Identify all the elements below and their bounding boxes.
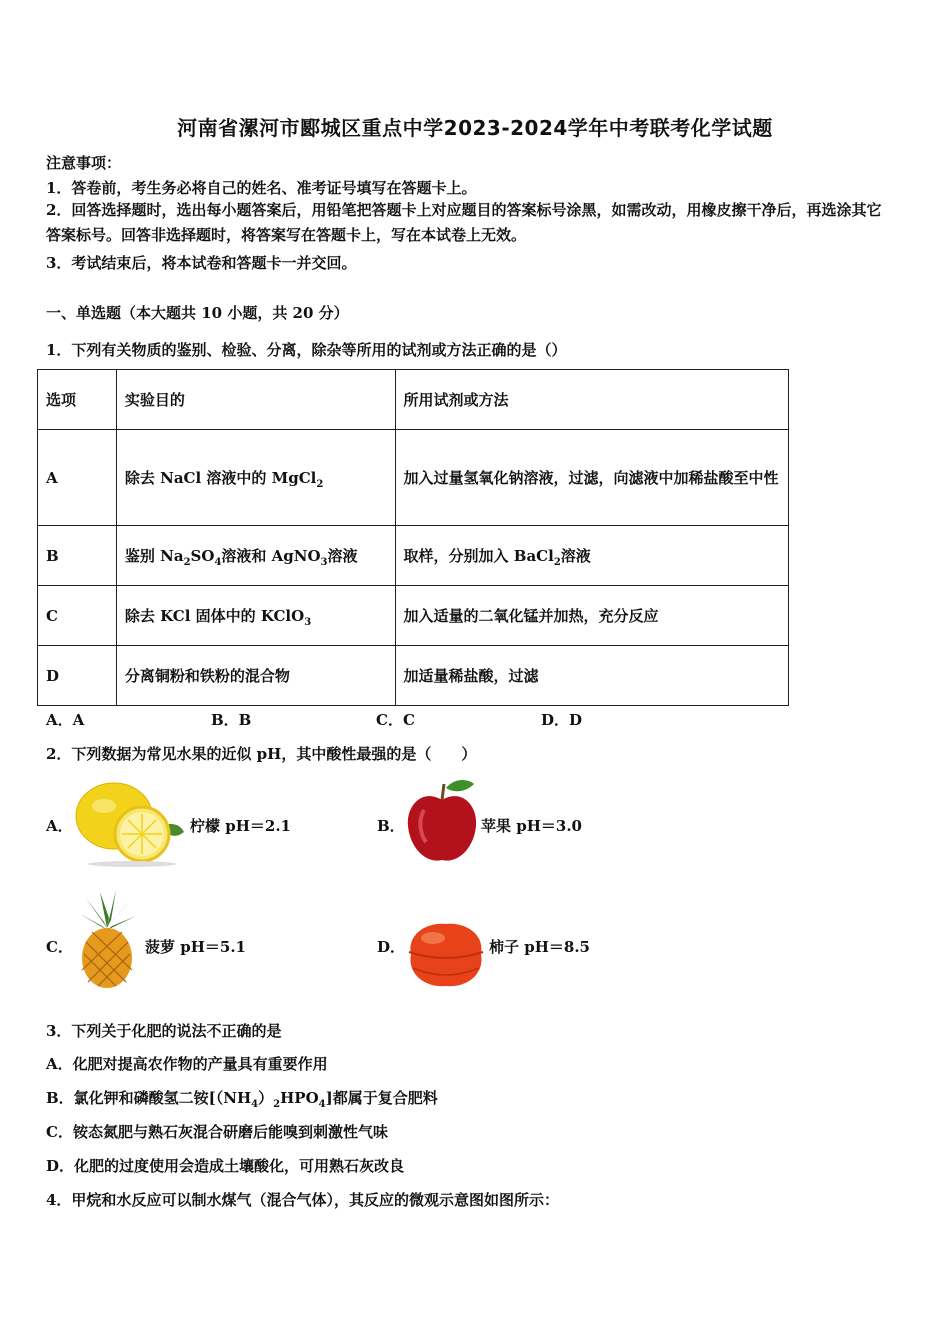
q2-stem: 2．下列数据为常见水果的近似 pH，其中酸性最强的是（ ） (46, 745, 477, 763)
notice-item-3: 3．考试结束后，将本试卷和答题卡一并交回。 (46, 254, 357, 272)
row-purpose (116, 526, 395, 586)
q1-stem: 1．下列有关物质的鉴别、检验、分离，除杂等所用的试剂或方法正确的是（） (46, 341, 567, 359)
notice-heading: 注意事项： (46, 154, 122, 172)
row-purpose (116, 586, 395, 646)
row-method: 加入过量氢氧化钠溶液，过滤，向滤液中加稀盐酸至中性 (395, 430, 788, 526)
table-header-row (38, 370, 789, 430)
row-method: 加入适量的二氧化锰并加热，充分反应 (395, 586, 788, 646)
subscript: 2 (316, 479, 324, 490)
q2-option-d-label: 柿子 pH＝8.5 (489, 938, 590, 956)
q2-option-a-letter[interactable]: A． (46, 817, 73, 835)
section-heading: 一、单选题（本大题共 10 小题，共 20 分） (46, 304, 349, 322)
choice-b[interactable]: B．B (211, 711, 252, 729)
purpose-text: SO (190, 547, 215, 565)
option-text: ]都属于复合肥料 (325, 1089, 438, 1107)
q4-stem: 4．甲烷和水反应可以制水煤气（混合气体），其反应的微观示意图如图所示： (46, 1191, 559, 1209)
subscript: 2 (183, 557, 191, 568)
subscript: 3 (304, 617, 312, 628)
method-text: 取样，分别加入 BaCl (403, 547, 554, 565)
apple-icon (404, 776, 480, 866)
option-text: B．氯化钾和磷酸氢二铵[（NH (46, 1089, 252, 1107)
row-method: 加适量稀盐酸，过滤 (395, 646, 788, 706)
notice-item-2: 2．回答选择题时，选出每小题答案后，用铅笔把答题卡上对应题目的答案标号涂黑，如需改动，用橡皮擦干净后，再选涂其它答案标号。回答非选择题时，将答案写在答题卡上，写在本试卷上无效。 (46, 201, 882, 244)
header-purpose: 实验目的 (116, 370, 395, 430)
q3-option-b[interactable] (46, 1087, 438, 1108)
q3-option-d[interactable]: D．化肥的过度使用会造成土壤酸化，可用熟石灰改良 (46, 1157, 405, 1175)
subscript: 2 (553, 557, 561, 568)
q2-option-d-letter[interactable]: D． (377, 938, 406, 956)
persimmon-icon (405, 918, 487, 992)
lemon-icon (72, 776, 190, 868)
choice-a[interactable]: A．A (46, 711, 85, 729)
q3-stem: 3．下列关于化肥的说法不正确的是 (46, 1022, 282, 1040)
purpose-text: 除去 NaCl 溶液中的 MgCl (124, 469, 317, 487)
subscript: 4 (251, 1099, 259, 1110)
table-row (38, 430, 789, 526)
purpose-text: 鉴别 Na (124, 547, 184, 565)
row-option: A (38, 430, 117, 526)
purpose-text: 溶液 (327, 547, 358, 565)
q2-option-b-letter[interactable]: B． (377, 817, 405, 835)
notice-item-1: 1．答卷前，考生务必将自己的姓名、准考证号填写在答题卡上。 (46, 179, 477, 197)
row-option: D (38, 646, 117, 706)
header-method: 所用试剂或方法 (395, 370, 788, 430)
table-row (38, 646, 789, 706)
purpose-text: 溶液和 AgNO (221, 547, 321, 565)
table-row (38, 526, 789, 586)
row-purpose (116, 430, 395, 526)
option-text: HPO (280, 1089, 319, 1107)
q2-option-b-label: 苹果 pH＝3.0 (481, 817, 582, 835)
row-method (395, 526, 788, 586)
table-row (38, 586, 789, 646)
q1-table (37, 369, 789, 706)
choice-c[interactable]: C．C (376, 711, 415, 729)
subscript: 4 (214, 557, 222, 568)
row-option: C (38, 586, 117, 646)
pineapple-icon (76, 888, 138, 990)
subscript: 2 (273, 1099, 281, 1110)
q2-option-a-label: 柠檬 pH＝2.1 (190, 817, 291, 835)
choice-d[interactable]: D．D (541, 711, 583, 729)
option-text: ） (258, 1089, 274, 1107)
q2-option-c-label: 菠萝 pH＝5.1 (145, 938, 246, 956)
q3-option-a[interactable]: A．化肥对提高农作物的产量具有重要作用 (46, 1055, 328, 1073)
subscript: 3 (320, 557, 328, 568)
row-option: B (38, 526, 117, 586)
subscript: 4 (318, 1099, 326, 1110)
page-title: 河南省漯河市郾城区重点中学2023-2024学年中考联考化学试题 (177, 116, 773, 140)
header-option: 选项 (38, 370, 117, 430)
q2-option-c-letter[interactable]: C． (46, 938, 73, 956)
purpose-text: 除去 KCl 固体中的 KClO (124, 607, 305, 625)
method-text: 溶液 (560, 547, 591, 565)
q3-option-c[interactable]: C．铵态氮肥与熟石灰混合研磨后能嗅到刺激性气味 (46, 1123, 388, 1141)
row-purpose: 分离铜粉和铁粉的混合物 (116, 646, 395, 706)
